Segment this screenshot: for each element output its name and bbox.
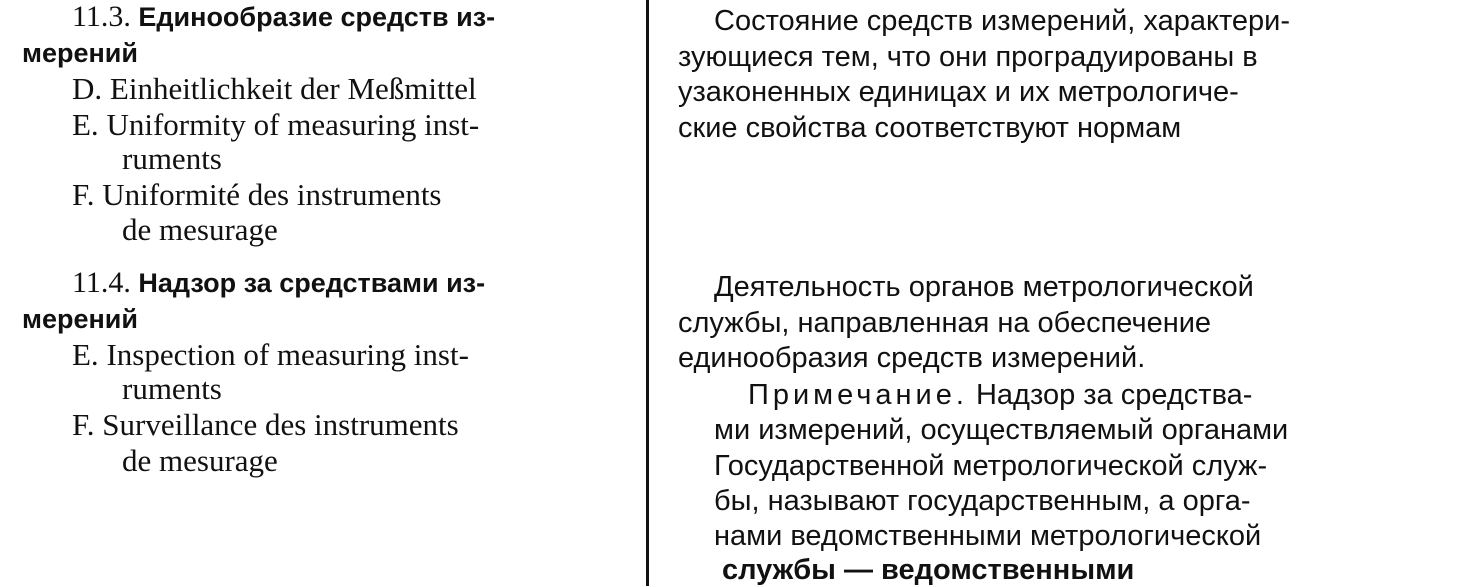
definition-line: ские свойства соответствуют нормам <box>678 112 1182 144</box>
term-number: 11.4. <box>72 266 131 299</box>
note-line: Государственной метрологической служ- <box>714 450 1268 482</box>
translation-en-cont: ruments <box>122 141 222 176</box>
translation-en: E. Inspection of measuring inst- <box>72 337 469 372</box>
definition-line: Деятельность органов метрологической <box>714 271 1254 303</box>
note-line: службы — ведомственными <box>722 554 1135 586</box>
term-line <box>72 0 620 34</box>
term-title-cont: мерений <box>22 304 139 334</box>
translation-fr-cont: de mesurage <box>122 443 278 478</box>
definition-line: службы, направленная на обеспечение <box>678 307 1212 339</box>
term-number: 11.3. <box>72 0 131 33</box>
term-line <box>72 266 620 300</box>
term-title: Единообразие средств из- <box>138 2 496 32</box>
definition-line: Состояние средств измерений, характери- <box>714 5 1291 37</box>
column-divider <box>646 0 649 586</box>
term-title: Надзор за средствами из- <box>138 268 486 298</box>
definition-line: узаконенных единицах и их метрологиче- <box>678 76 1239 108</box>
note-line: Примечание. Надзор за средства- <box>748 379 1253 411</box>
note-line: бы, называют государственным, а орга- <box>714 485 1251 517</box>
note-line: ми измерений, осуществляемый органами <box>714 414 1289 446</box>
translation-fr-cont: de mesurage <box>122 212 278 247</box>
note-label: Примечание. <box>748 379 968 411</box>
term-title-cont: мерений <box>22 38 139 68</box>
translation-de: D. Einheitlichkeit der Meßmittel <box>72 71 477 106</box>
definition-line: единообразия средств измерений. <box>678 342 1146 374</box>
translation-en-cont: ruments <box>122 371 222 406</box>
translation-en: E. Uniformity of measuring inst- <box>72 107 480 142</box>
translation-fr: F. Uniformité des instruments <box>72 177 442 212</box>
definition-line: зующиеся тем, что они проградуированы в <box>678 41 1258 73</box>
translation-fr: F. Surveillance des instruments <box>72 407 459 442</box>
note-line: нами ведомственными метрологической <box>714 520 1262 552</box>
